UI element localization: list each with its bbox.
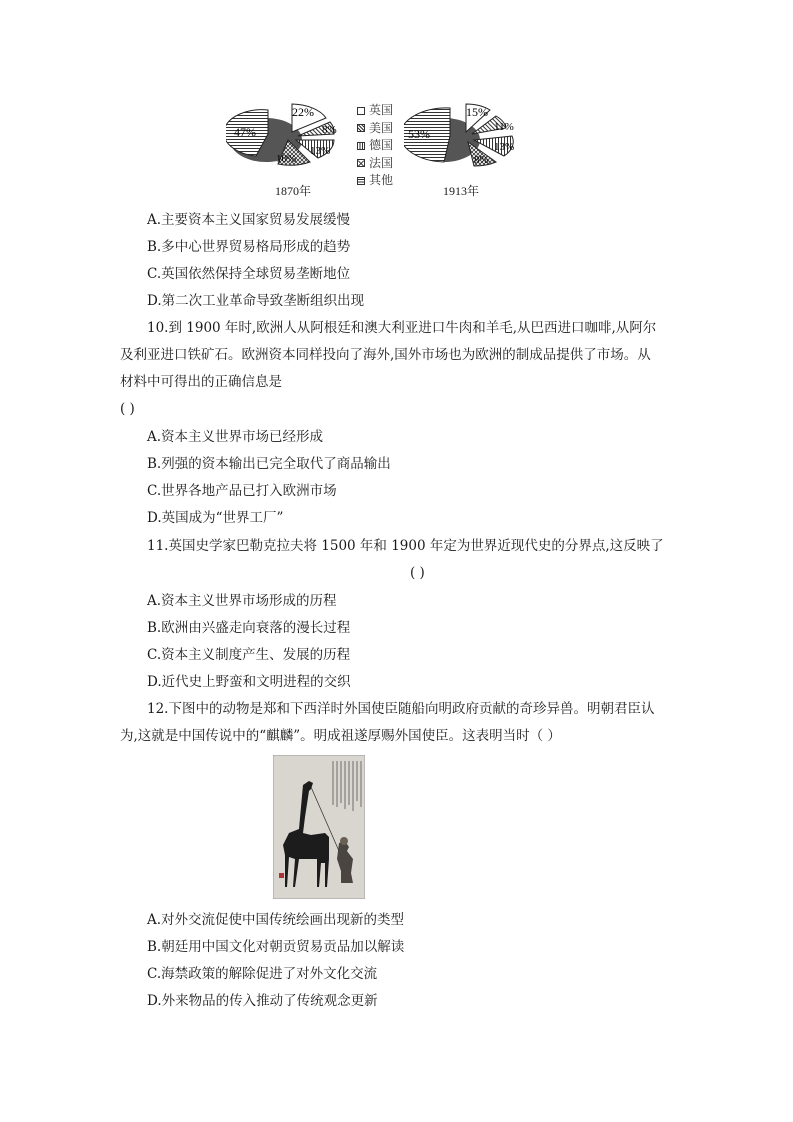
legend-item-other: 其他 <box>369 173 394 187</box>
q12-option-d: D.外来物品的传入推动了传统观念更新 <box>147 993 378 1009</box>
q9-option-a: A.主要资本主义国家贸易发展缓慢 <box>147 212 351 228</box>
q10-stem-line3: 材料中可得出的正确信息是 <box>120 374 282 390</box>
q12-stem-line2: 为,这就是中国传说中的“麒麟”。明成祖遂厚赐外国使臣。这表明当时（ ） <box>120 728 561 744</box>
label-other-1870: 47% <box>234 125 256 139</box>
q10-stem-line1: 10.到 1900 年时,欧洲人从阿根廷和澳大利亚进口牛肉和羊毛,从巴西进口咖啡,从阿尔 <box>147 320 657 336</box>
legend-item-us: 美国 <box>369 120 394 135</box>
q10-option-c: C.世界各地产品已打入欧洲市场 <box>147 483 337 499</box>
label-de-1870: 13% <box>310 145 331 157</box>
q11-stem-line1: 11.英国史学家巴勒克拉夫将 1500 年和 1900 年定为世界近现代史的分界点,这反映了 <box>147 538 664 554</box>
q10-stem-line2: 及利亚进口铁矿石。欧洲资本同样投向了海外,国外市场也为欧洲的制成品提供了市场。从 <box>120 347 651 363</box>
q10-answer-paren: ( ) <box>120 401 135 417</box>
legend-swatch-de <box>357 142 365 150</box>
q11-option-b: B.欧洲由兴盛走向衰落的漫长过程 <box>147 620 351 636</box>
q9-option-b: B.多中心世界贸易格局形成的趋势 <box>147 239 351 255</box>
q11-option-a: A.资本主义世界市场形成的历程 <box>147 593 337 609</box>
chart-legend <box>357 102 393 190</box>
q9-option-d: D.第二次工业革命导致垄断组织出现 <box>147 293 365 309</box>
q11-option-d: D.近代史上野蛮和文明进程的交织 <box>147 674 351 690</box>
pie-chart-1870 <box>226 96 356 176</box>
q11-answer-paren: ( ) <box>410 565 425 581</box>
legend-item-uk: 英国 <box>369 103 394 117</box>
q11-option-c: C.资本主义制度产生、发展的历程 <box>147 647 351 663</box>
q12-stem-line1: 12.下图中的动物是郑和下西洋时外国使臣随船向明政府贡献的奇珍异兽。明朝君臣认 <box>147 701 655 717</box>
label-us-1870: 8% <box>322 124 337 136</box>
label-de-1913: 13% <box>494 141 515 153</box>
qilin-painting-image <box>273 755 365 899</box>
legend-swatch-fr <box>357 159 365 167</box>
label-us-1913: 11% <box>494 121 514 133</box>
legend-item-fr: 法国 <box>369 155 394 170</box>
label-uk-1913: 15% <box>466 105 488 119</box>
q12-option-a: A.对外交流促使中国传统绘画出现新的类型 <box>147 912 405 928</box>
year-label-1913: 1913年 <box>443 184 480 198</box>
legend-swatch-uk <box>357 107 365 115</box>
year-label-1870: 1870年 <box>275 184 312 198</box>
legend-item-de: 德国 <box>369 138 394 152</box>
pie-chart-1913 <box>404 96 534 176</box>
q12-option-b: B.朝廷用中国文化对朝贡贸易贡品加以解读 <box>147 939 405 955</box>
label-uk-1870: 22% <box>292 105 314 119</box>
q10-option-d: D.英国成为“世界工厂” <box>147 510 284 526</box>
q9-option-c: C.英国依然保持全球贸易垄断地位 <box>147 266 351 282</box>
q10-option-b: B.列强的资本输出已完全取代了商品输出 <box>147 456 391 472</box>
label-fr-1870: 10% <box>276 153 297 165</box>
q10-option-a: A.资本主义世界市场已经形成 <box>147 429 324 445</box>
legend-swatch-other <box>357 177 365 185</box>
q12-option-c: C.海禁政策的解除促进了对外文化交流 <box>147 966 378 982</box>
label-other-1913: 53% <box>408 127 430 141</box>
label-fr-1913: 8% <box>474 154 489 166</box>
legend-swatch-us <box>357 124 365 132</box>
